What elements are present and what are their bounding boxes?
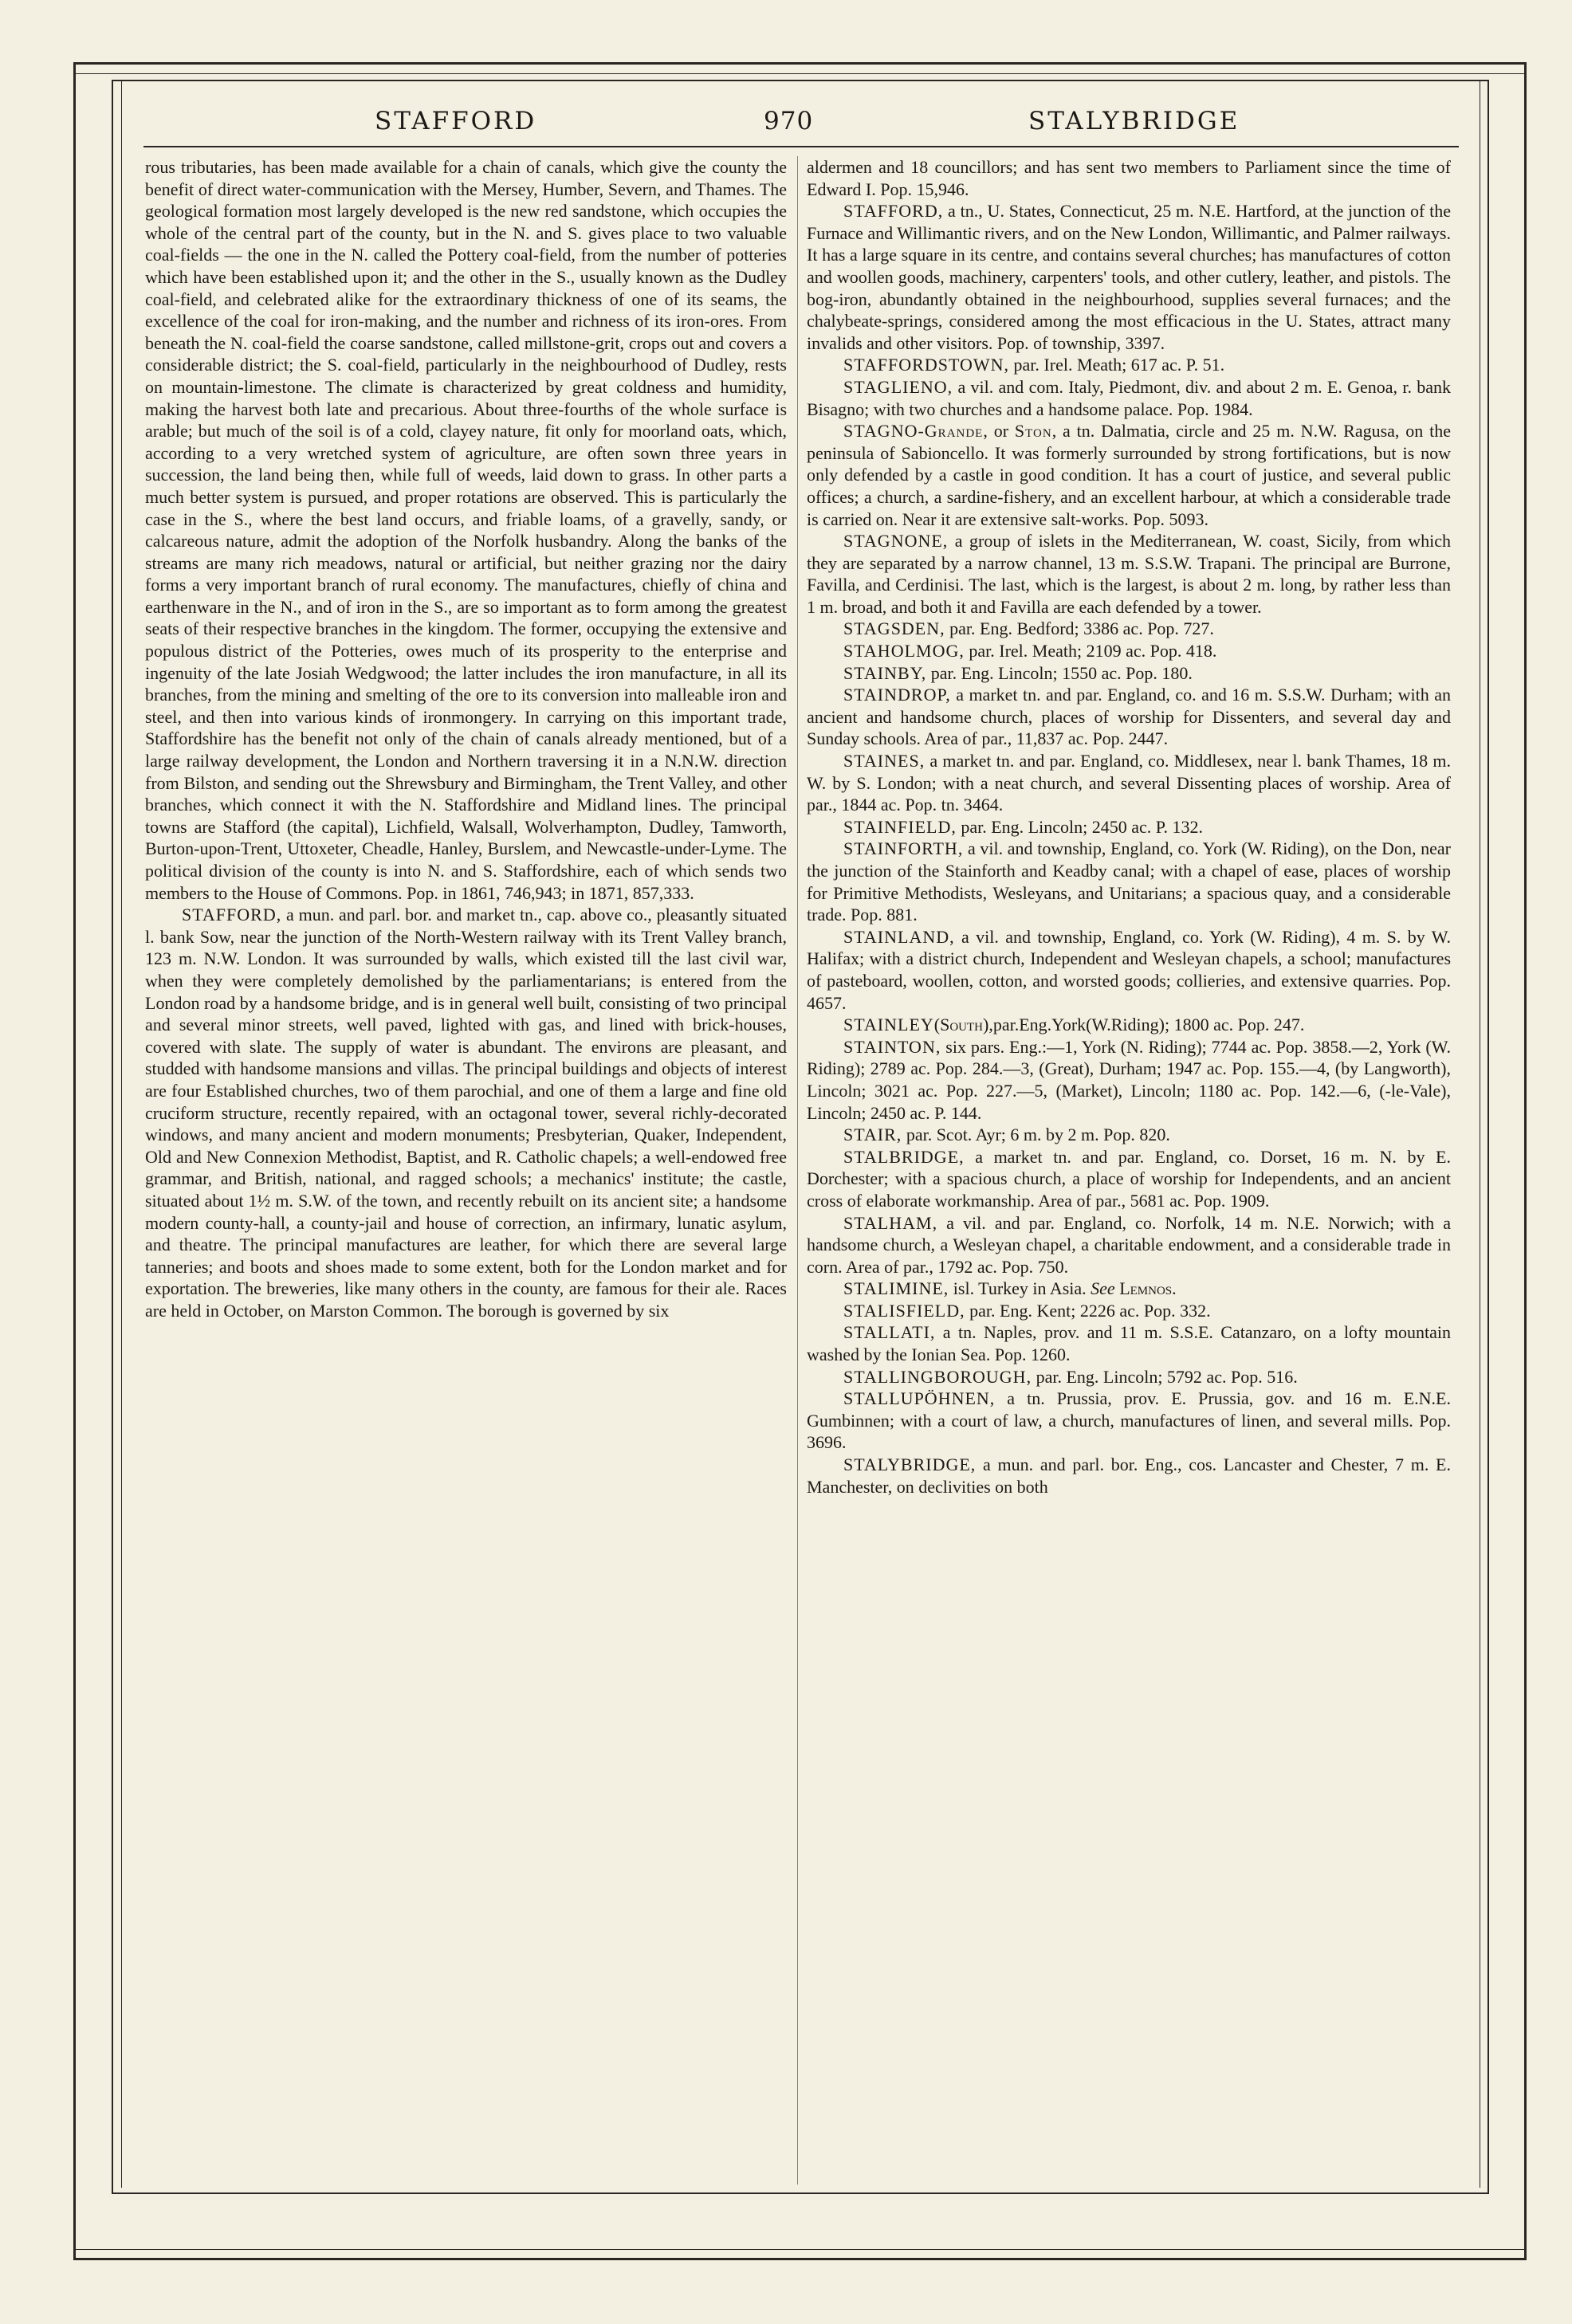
headword-smallcaps: Grande (924, 421, 984, 442)
frame-extra-left (121, 80, 122, 2188)
column-divider (797, 156, 798, 2185)
frame-inner-bottom (112, 2192, 1489, 2194)
headword: STALBRIDGE, (843, 1146, 965, 1167)
entry (807, 376, 1451, 420)
entry (807, 662, 1451, 685)
headword: STALIMINE, (843, 1278, 949, 1299)
headword: STAIR, (843, 1125, 902, 1145)
entry (807, 530, 1451, 618)
entry-text: par. Eng. Lincoln; 2450 ac. P. 132. (956, 816, 1204, 837)
headword: STAFFORDSTOWN, (843, 355, 1010, 375)
entry-text: par. Eng. Lincoln; 5792 ac. Pop. 516. (1032, 1366, 1298, 1387)
entry-text: a vil. and par. England, co. Norfolk, 14 m. N.E. Norwich; with a handsome church, a Wesleyan chapel, a charitable endowment, and a considerable trade in corn. Area of par., 1792 ac. Pop. 750. (807, 1212, 1451, 1277)
headword: STAINLAND, (843, 926, 955, 947)
headword: STALHAM, (843, 1212, 938, 1233)
head-rule (143, 146, 1459, 147)
entry-text: a mun. and parl. bor. and market tn., cap. above co., pleasantly situated l. bank Sow, near the junction of the North-Western railway with its Trent Valley branch, 123 m. N.W. London. It was surrounded by walls, which existed till the last civil war, when they were completely demolished by the parliamentarians; is entered from the London road by a handsome bridge, and is in general well built, consisting of two principal and several minor streets, well paved, lighted with gas, and lined with brick-houses, covered with slate. The supply of water is abundant. The environs are pleasant, and studded with handsome mansions and villas. The principal buildings and objects of interest are four Established churches, two of them parochial, and one of them a large and fine old cruciform structure, recently repaired, with an octagonal tower, several richly-decorated windows, and many ancient and modern monuments; Presbyterian, Quaker, Independent, Old and New Connexion Methodist, Baptist, and R. Catholic chapels; a well-endowed free grammar, and British, national, and ragged schools; a mechanics' institute; the castle, situated about 1½ m. S.W. of the town, and recently rebuilt on its ancient site; a handsome modern county-hall, a county-jail and house of correction, an infirmary, lunatic asylum, and theatre. The principal manufactures are leather, for which there are several large tanneries; and boots and shoes made to some extent, both for the London market and for exportation. The breweries, like many others in the county, are famous for their ale. Races are held in October, on Marston Common. The borough is governed by six (145, 905, 787, 1321)
frame-inner-left (112, 80, 113, 2194)
headword: STAINFIELD, (843, 816, 957, 837)
entry-text: par. Irel. Meath; 617 ac. P. 51. (1009, 355, 1225, 375)
entry (807, 838, 1451, 925)
entry (807, 1454, 1451, 1498)
entry (807, 1212, 1451, 1278)
headword: STALLINGBOROUGH, (843, 1366, 1032, 1387)
entry-text: par. Irel. Meath; 2109 ac. Pop. 418. (964, 641, 1217, 661)
entry (807, 1278, 1451, 1300)
headword: STALLUPÖHNEN, (843, 1388, 996, 1409)
entry-continuation: aldermen and 18 councillors; and has sent two members to Parliament since the time of Edward I. Pop. 15,946. (807, 157, 1451, 199)
entry (807, 750, 1451, 816)
entry-text: par. Scot. Ayr; 6 m. by 2 m. Pop. 820. (902, 1125, 1170, 1145)
frame-inner-top (112, 80, 1489, 81)
entry (807, 640, 1451, 662)
entry-stafford-borough (145, 904, 787, 1321)
entry-text: a vil. and township, England, co. York (W. Riding), on the Don, near the junction of the Stainforth and Keadby canal; with a chapel of ease, places of worship for Primitive Methodists, Wesleyans, and Unitarians; a spacious quay, and a considerable trade. Pop. 881. (807, 838, 1451, 925)
entry-text: ,par.Eng.York(W.Riding); 1800 ac. Pop. 247. (988, 1015, 1305, 1035)
headword: STAFFORD, (182, 905, 282, 925)
headword: STALLATI, (843, 1322, 936, 1343)
entry (807, 354, 1451, 376)
entry-text: par. Eng. Bedford; 3386 ac. Pop. 727. (945, 618, 1214, 639)
entry-text: a tn., U. States, Connecticut, 25 m. N.E. Hartford, at the junction of the Furnace and Willimantic rivers, and on the New London, Willimantic, and Palmer railways. It has a large square in its centre, and contains several churches; has manufactures of cotton and woollen goods, machinery, carpenters' tools, and other cutlery, leather, and pistols. The bog-iron, abundantly obtained in the neighbourhood, supplies several furnaces; and the chalybeate-springs, considered among the most efficacious in the U. States, attract many invalids and other visitors. Pop. of township, 3397. (807, 201, 1451, 353)
frame-outer-left (73, 62, 76, 2260)
entry-text: a vil. and com. Italy, Piedmont, div. and about 2 m. E. Genoa, r. bank Bisagno; with two churches and a handsome palace. Pop. 1984. (807, 376, 1451, 419)
entry-text: , or (983, 421, 1015, 442)
entry-text: . (1172, 1278, 1177, 1299)
frame-outer-right (1524, 62, 1527, 2260)
frame-bottom-double (73, 2249, 1527, 2250)
entry (807, 618, 1451, 640)
entry-text: par. Eng. Kent; 2226 ac. Pop. 332. (965, 1300, 1211, 1321)
entry (807, 1036, 1451, 1124)
entry-text: a mun. and parl. bor. Eng., cos. Lancaster and Chester, 7 m. E. Manchester, on declivities on both (807, 1454, 1451, 1497)
entry (807, 420, 1451, 530)
headword: STAINDROP, (843, 685, 951, 705)
headword-smallcaps: Ston (1014, 421, 1052, 442)
entry-text: a market tn. and par. England, co. Middlesex, near l. bank Thames, 18 m. W. by S. London; with a neat church, and several Dissenting places of worship. Area of par., 1844 ac. Pop. tn. 3464. (807, 751, 1451, 815)
entry (807, 1321, 1451, 1365)
running-head-right: STALYBRIDGE (1028, 107, 1240, 135)
entry (807, 1014, 1451, 1036)
entry (807, 816, 1451, 838)
headword: STAGNO- (843, 421, 925, 442)
entry-text: par. Eng. Lincoln; 1550 ac. Pop. 180. (926, 662, 1193, 683)
entry-text: a vil. and township, England, co. York (W. Riding), 4 m. S. by W. Halifax; with a district church, Independent and Wesleyan chapels, a school; manufactures of pasteboard, woollen, cotton, and worsted goods; collieries, and extensive quarries. Pop. 4657. (807, 926, 1451, 1013)
page-number: 970 (764, 107, 814, 135)
entry-text: a tn. Naples, prov. and 11 m. S.S.E. Catanzaro, on a lofty mountain washed by the Ionian Sea. Pop. 1260. (807, 1322, 1451, 1365)
entry (807, 1388, 1451, 1454)
right-column (807, 156, 1451, 2189)
entry-continuation: rous tributaries, has been made available for a chain of canals, which give the county the benefit of direct water-communication with the Mersey, Humber, Severn, and Thames. The geological formation most largely developed is the new red sandstone, which occupies the whole of the central part of the county, but in the N. and S. gives place to two valuable coal-fields — the one in the N. called the Pottery coal-field, from the number of potteries which have been established upon it; and the other in the S., usually known as the Dudley coal-field, and celebrated alike for the extraordinary thickness of one of its seams, the excellence of the coal for iron-making, and the number and richness of its iron-ores. From beneath the N. coal-field the coarse sandstone, called millstone-grit, crops out and covers a considerable district; the S. coal-field, particularly in the neighbourhood of Dudley, rests on mountain-limestone. The climate is characterized by great coldness and humidity, making the harvest both late and precarious. About three-fourths of the whole surface is arable; but much of the soil is of a cold, clayey nature, fit only for moorland oats, which, according to a very wretched system of agriculture, are often sown three years in succession, the land being then, while full of weeds, laid down to grass. In other parts a much better system is pursued, and proper rotations are observed. This is particularly the case in the S., where the best land occurs, and friable loams, of a gravelly, sandy, or calcareous nature, admit the adoption of the Norfolk husbandry. Along the banks of the streams are many rich meadows, natural or artificial, but neither grazing nor the dairy forms a very important branch of rural economy. The manufactures, chiefly of china and earthenware in the N., and of iron in the S., are so important as to form among the greatest seats of their respective branches in the kingdom. The former, occupying the extensive and populous district of the Potteries, owes much of its prosperity to the enterprise and ingenuity of the late Josiah Wedgwood; the latter includes the iron manufacture, in all its branches, from the mining and smelting of the ore to its conversion into malleable iron and steel, and then into various kinds of ironmongery. In carrying on this important trade, Staffordshire has the benefit not only of the chain of canals already mentioned, but of a large railway development, the London and Northern traversing it in a N.N.W. direction from Bilston, and sending out the Shrewsbury and Birmingham, the Trent Valley, and other branches, which connect it with the N. Staffordshire and Midland lines. The principal towns are Stafford (the capital), Lichfield, Walsall, Wolverhampton, Dudley, Tamworth, Burton-upon-Trent, Uttoxeter, Cheadle, Hanley, Burslem, and Newcastle-under-Lyme. The political division of the county is into N. and S. Staffordshire, each of which sends two members to the House of Commons. Pop. in 1861, 746,943; in 1871, 857,333. (145, 157, 787, 903)
left-column (145, 156, 787, 2189)
entry (807, 684, 1451, 750)
headword: STAGNONE, (843, 531, 949, 552)
entry-text: six pars. Eng.:—1, York (N. Riding); 7744 ac. Pop. 3858.—2, York (W. Riding); 2789 ac. Pop. 284.—3, (Great), Durham; 1947 ac. Pop. 155.—4, (by Langworth), Lincoln; 3021 ac. Pop. 227.—5, (Market), Lincoln; 1180 ac. Pop. 142.—6, (-le-Vale), Lincoln; 2450 ac. P. 144. (807, 1036, 1451, 1123)
headword: STAGSDEN, (843, 618, 945, 639)
running-head-left: STAFFORD (375, 107, 537, 135)
frame-outer-top (73, 62, 1527, 65)
frame-outer-bottom (73, 2258, 1527, 2260)
entry-text: a tn. Prussia, prov. E. Prussia, gov. and 16 m. E.N.E. Gumbinnen; with a court of law, a church, manufactures of linen, and several mills. Pop. 3696. (807, 1388, 1451, 1453)
entry (807, 1146, 1451, 1212)
headword: STAGLIENO, (843, 376, 953, 397)
headword: STAINTON, (843, 1036, 941, 1057)
headword: STAINES, (843, 751, 926, 771)
entry-text: a market tn. and par. England, co. and 16 m. S.S.W. Durham; with an ancient and handsome church, places of worship for Dissenters, and several day and Sunday schools. Area of par., 11,837 ac. Pop. 2447. (807, 685, 1451, 749)
entry (807, 1366, 1451, 1388)
headword: STAINFORTH, (843, 838, 964, 859)
headword: STAINLEY (843, 1015, 934, 1035)
headword: STAHOLMOG, (843, 641, 965, 661)
entry-text: a group of islets in the Mediterranean, W. coast, Sicily, from which they are separated by a narrow channel, 13 m. S.S.W. Trapani. The principal are Burrone, Favilla, and Cerdinisi. The last, which is the largest, is about 2 m. long, by rather less than 1 m. broad, and both it and Favilla are each defended by a tower. (807, 531, 1451, 617)
entry (807, 1124, 1451, 1146)
entry-text: , a tn. Dalmatia, circle and 25 m. N.W. Ragusa, on the peninsula of Sabioncello. It was formerly surrounded by strong fortifications, but is now only defended by a castle in good condition. It has a court of justice, and several public offices; a church, a sardine-fishery, and an excellent harbour, at which a considerable trade is carried on. Near it are extensive salt-works. Pop. 5093. (807, 421, 1451, 529)
frame-inner-right (1488, 80, 1489, 2194)
see-label: See (1091, 1278, 1115, 1299)
headword: STALISFIELD, (843, 1300, 965, 1321)
entry (807, 926, 1451, 1014)
entry-text: isl. Turkey in Asia. (949, 1278, 1091, 1299)
headword: STAINBY, (843, 662, 927, 683)
frame-top-double (73, 73, 1527, 74)
entry (807, 200, 1451, 354)
headword: STALYBRIDGE, (843, 1454, 977, 1475)
entry-text: a market tn. and par. England, co. Dorset, 16 m. N. by E. Dorchester; with a spacious church, a place of worship for Independents, and an ancient cross of elaborate workmanship. Area of par., 5681 ac. Pop. 1909. (807, 1146, 1451, 1211)
entry (807, 1300, 1451, 1322)
cross-reference: Lemnos (1119, 1278, 1173, 1299)
headword: STAFFORD, (843, 201, 944, 222)
headword-smallcaps: (South) (933, 1015, 989, 1035)
